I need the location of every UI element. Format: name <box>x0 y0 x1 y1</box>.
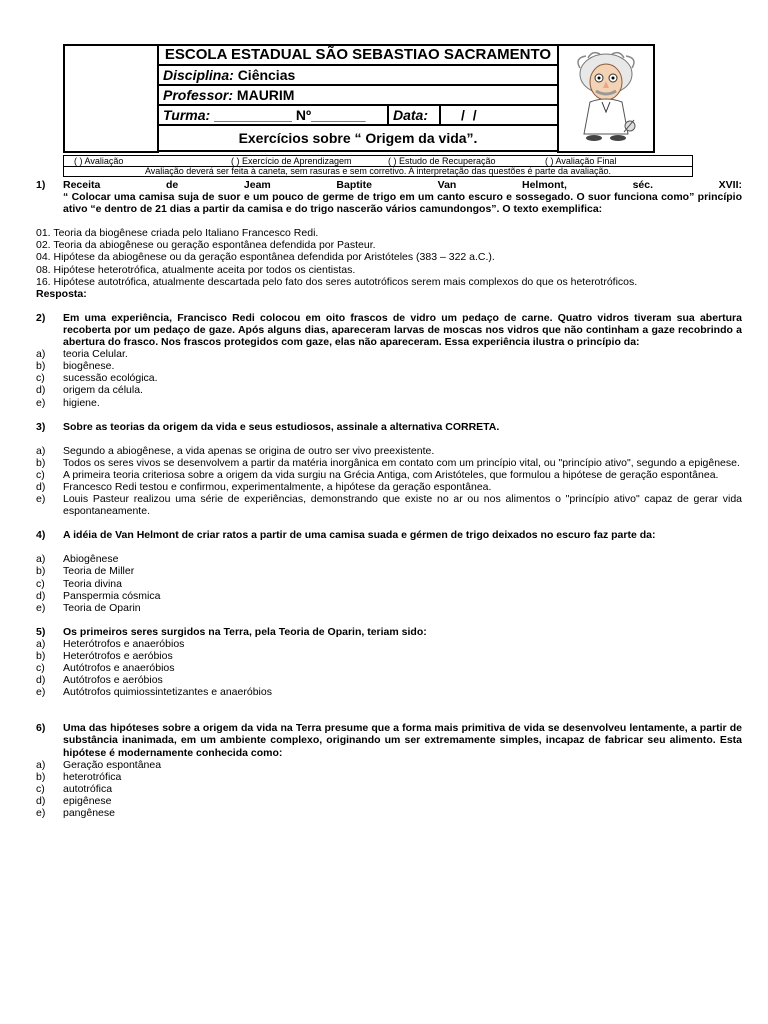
option-item: a) Heterótrofos e anaeróbios <box>36 637 185 650</box>
question-number: 6) <box>36 722 46 735</box>
option-item: d) Panspermia cósmica <box>36 589 161 602</box>
option-item: e) Autótrofos quimiossintetizantes e anaeróbios <box>36 686 272 699</box>
question-1-line: Receita de Jeam Baptite Van Helmont, séc. XVII: <box>63 179 742 191</box>
option-item: c) sucessão ecológica. <box>36 372 158 385</box>
option-item: a) Geração espontânea <box>36 758 162 771</box>
question-2 <box>36 312 742 348</box>
option-item: d) origem da célula. <box>36 384 143 397</box>
question-number: 1) <box>36 179 46 191</box>
q1-item: 16. Hipótese autotrófica, atualmente descartada pelo fato dos seres autotróficos serem mais complexos do que os heterotróficos. <box>36 275 638 288</box>
option-item: c) autotrófica <box>36 782 113 795</box>
eval-type-recuperacao: ( ) Estudo de Recuperação <box>388 156 496 166</box>
option-item: d) epigênese <box>36 794 112 807</box>
option-item: e) higiene. <box>36 396 100 409</box>
date-value: / / <box>439 106 557 124</box>
eval-type-final: ( ) Avaliação Final <box>545 156 617 166</box>
option-item: e) Teoria de Oparin <box>36 601 141 614</box>
question-text: Os primeiros seres surgidos na Terra, pela Teoria de Oparin, teriam sido: <box>63 625 427 638</box>
option-item: e) Louis Pasteur realizou uma série de experiências, demonstrando que existe no ar ou nos alimentos o "princípio ativo" capaz de gerar vida espontaneamente. <box>36 493 742 518</box>
discipline-row <box>158 65 558 85</box>
option-item: a) Segundo a abiogênese, a vida apenas se origina de outro ser vivo preexistente. <box>36 444 435 457</box>
question-number: 3) <box>36 420 46 433</box>
exercise-content <box>36 179 742 819</box>
question-1-quote: “ Colocar uma camisa suja de suor e um pouco de germe de trigo em um canto escuro e sossegado. O suor funciona como” princípio ativo “e dentro de 21 dias a partir da camisa e do trigo nascerão vários camundongos”. O texto exemplifica: <box>63 191 742 216</box>
evaluation-note: Avaliação deverá ser feita à caneta, sem rasuras e sem corretivo. A interpretação das questões é parte da avaliação. <box>144 166 612 176</box>
option-item: b) Heterótrofos e aeróbios <box>36 650 173 662</box>
option-item: b) Todos os seres vivos se desenvolvem a partir da matéria inorgânica em contato com um princípio vital, ou "princípio ativo", segundo a epigênese. <box>36 456 740 469</box>
option-item: e) pangênese <box>36 807 115 820</box>
option-item: a) Abiogênese <box>36 553 119 566</box>
option-item: c) Teoria divina <box>36 577 122 590</box>
option-item: c) A primeira teoria criteriosa sobre a origem da vida surgiu na Grécia Antiga, com Aristóteles, que formulou a hipótese de geração espontânea. <box>36 468 719 481</box>
page-title: Exercícios sobre “ Origem da vida”. <box>158 125 558 151</box>
question-text: Sobre as teorias da origem da vida e seus estudiosos, assinale a alternativa CORRETA. <box>63 420 500 433</box>
question-number: 2) <box>36 311 46 324</box>
class-date-row <box>158 105 558 125</box>
q1-item: 08. Hipótese heterotrófica, atualmente aceita por todos os cientistas. <box>36 263 356 276</box>
question-number: 4) <box>36 529 46 542</box>
option-item: b) biogênese. <box>36 360 115 373</box>
option-item: b) heterotrófica <box>36 770 122 783</box>
teacher-row <box>158 85 558 105</box>
option-item: c) Autótrofos e anaeróbios <box>36 662 175 675</box>
eval-type-avaliacao: ( ) Avaliação <box>74 156 124 166</box>
teacher-label: Professor: <box>163 87 234 103</box>
question-text: Em uma experiência, Francisco Redi colocou em oito frascos de vidro um pedaço de carne. Quatro vidros tiveram sua abertura recoberta por um pedaço de gaze. Após alguns dias, apareceram larvas de moscas nos vidros que não continham a gaze recobrindo a abertura do frasco. Nos frascos protegidos com gaze, elas não apareceram. Essa experiência ilustra o princípio da: <box>63 311 742 349</box>
question-3 <box>36 421 742 433</box>
option-item: d) Autótrofos e aeróbios <box>36 674 163 687</box>
school-name: ESCOLA ESTADUAL SÃO SEBASTIAO SACRAMENTO <box>158 45 558 65</box>
question-text: A idéia de Van Helmont de criar ratos a partir de uma camisa suada e gérmen de trigo deixados no escuro faz parte da: <box>63 529 656 542</box>
question-6 <box>36 722 742 758</box>
scientist-caricature <box>558 45 654 152</box>
question-4 <box>36 529 742 541</box>
discipline-value: Ciências <box>237 67 296 83</box>
school-logo-cell <box>64 45 158 152</box>
evaluation-box <box>63 155 693 177</box>
option-item: a) teoria Celular. <box>36 348 128 361</box>
q1-item: 04. Hipótese da abiogênese ou da geração espontânea defendida por Aristóteles (383 – 322 a.C.). <box>36 251 495 264</box>
question-1 <box>36 179 742 215</box>
class-label: Turma: <box>163 107 211 123</box>
eval-type-aprendizagem: ( ) Exercício de Aprendizagem <box>231 156 352 166</box>
option-item: d) Francesco Redi testou e confirmou, experimentalmente, a hipótese da geração espontânea. <box>36 480 492 493</box>
q1-item: 01. Teoria da biogênese criada pelo Italiano Francesco Redi. <box>36 227 319 240</box>
question-number: 5) <box>36 625 46 638</box>
answer-label: Resposta: <box>36 287 87 300</box>
header-table <box>63 44 655 153</box>
class-value: __________ Nº_______ <box>214 107 366 123</box>
question-text: Uma das hipóteses sobre a origem da vida na Terra presume que a forma mais primitiva de vida se desenvolveu lentamente, a partir de substância inanimada, em um ambiente complexo, originando um ser extremamente simples, incapaz de fabricar seu alimento. Esta hipótese é modernamente conhecida como: <box>63 722 742 759</box>
date-label: Data: <box>387 106 439 124</box>
q1-item: 02. Teoria da abiogênese ou geração espontânea defendida por Pasteur. <box>36 239 376 252</box>
discipline-label: Disciplina: <box>163 67 234 83</box>
teacher-value: MAURIM <box>236 87 295 103</box>
einstein-caricature-icon <box>564 48 648 144</box>
question-5 <box>36 626 742 638</box>
option-item: b) Teoria de Miller <box>36 565 135 578</box>
